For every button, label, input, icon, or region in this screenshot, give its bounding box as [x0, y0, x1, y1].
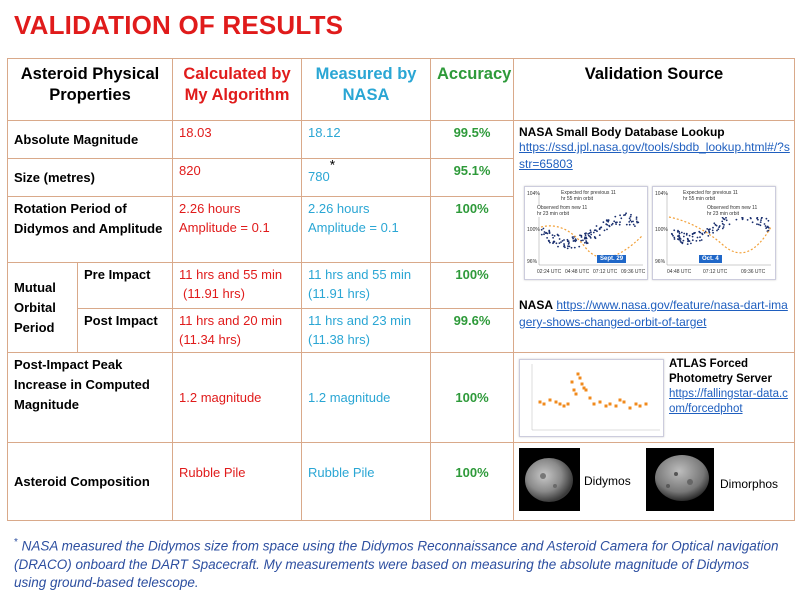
plot-dot: [683, 236, 685, 238]
plot-dot: [690, 243, 692, 245]
calc-value: 1.2 magnitude: [173, 353, 302, 443]
plot-dot: [701, 239, 703, 241]
plot-dot: [702, 234, 704, 236]
plot-dot: [571, 247, 573, 249]
plot-dot: [686, 234, 688, 236]
row-composition: [8, 443, 795, 521]
meas-value: 1.2 magnitude: [302, 353, 431, 443]
plot-dot: [680, 238, 682, 240]
header-row: [8, 59, 795, 121]
calc-line-1: 11 hrs and 55 min: [179, 267, 283, 282]
plot-dot: [584, 233, 586, 235]
plot-dot: [742, 218, 744, 220]
prop-label: Asteroid Composition: [8, 443, 173, 521]
plot-dot: [604, 230, 606, 232]
calc-line-1: 11 hrs and 20 min: [179, 313, 283, 328]
plot-dot: [572, 238, 574, 240]
photometry-point: [593, 403, 596, 406]
atlas-svg: [520, 360, 663, 436]
calc-value: [173, 197, 302, 263]
lightcurve-plot-2: [652, 186, 776, 280]
plot-dot: [615, 222, 617, 224]
plot1-ytick-top: 104%: [527, 191, 540, 197]
plot-dot: [605, 223, 607, 225]
plot1-ytick-mid: 100%: [527, 227, 540, 233]
plot-dot: [562, 240, 564, 242]
plot-dot: [726, 219, 728, 221]
photometry-point: [629, 407, 632, 410]
plot-dot: [761, 217, 763, 219]
plot-dot: [549, 232, 551, 234]
plot-dot: [554, 235, 556, 237]
plot-dot: [589, 232, 591, 234]
plot-dot: [694, 232, 696, 234]
plot-dot: [717, 228, 719, 230]
plot-dot: [725, 217, 727, 219]
plot-dot: [630, 219, 632, 221]
calc-line-2: Amplitude = 0.1: [179, 220, 270, 235]
plot-dot: [543, 228, 545, 230]
plot-dot: [679, 240, 681, 242]
plot-dot: [699, 236, 701, 238]
plot-dot: [590, 237, 592, 239]
plot-dot: [764, 223, 766, 225]
plot-dot: [707, 235, 709, 237]
calc-value: [173, 309, 302, 353]
plot-dot: [575, 238, 577, 240]
photometry-point: [635, 403, 638, 406]
plot-dot: [634, 225, 636, 227]
plot2-observed: Observed from new 11 hr 23 min orbit: [707, 205, 763, 217]
plot-dot: [606, 229, 608, 231]
prop-label: Size (metres): [8, 159, 173, 197]
footnote-text: NASA measured the Didymos size from space using the Didymos Reconnaissance and Asteroid Camera for Optical navigation (DRACO) onboard the DART Spacecraft. My measurements were based on measuring the absolute magnitude of Didymos using ground-based telescope.: [14, 538, 779, 590]
photometry-point: [543, 403, 546, 406]
plot-dot: [612, 223, 614, 225]
meas-line-2: Amplitude = 0.1: [308, 220, 399, 235]
photometry-point: [599, 401, 602, 404]
plot-dot: [552, 242, 554, 244]
plot-dot: [687, 241, 689, 243]
plot-dot: [595, 237, 597, 239]
photometry-point: [623, 401, 626, 404]
plot-dot: [590, 229, 592, 231]
plot-dot: [674, 238, 676, 240]
atlas-source: [669, 357, 793, 417]
photometry-point: [589, 397, 592, 400]
plot-dot: [629, 217, 631, 219]
photometry-point: [559, 403, 562, 406]
plot-dot: [614, 216, 616, 218]
calc-line-2: (11.34 hrs): [179, 332, 241, 347]
plot-dot: [760, 221, 762, 223]
plot-dot: [698, 231, 700, 233]
photometry-point: [579, 377, 582, 380]
photometry-point: [577, 373, 580, 376]
plot-dot: [543, 233, 545, 235]
plot-dot: [636, 216, 638, 218]
plot-dot: [768, 220, 770, 222]
plot-dot: [678, 236, 680, 238]
plot-dot: [546, 237, 548, 239]
plot-dot: [723, 218, 725, 220]
photometry-point: [567, 403, 570, 406]
plot-dot: [729, 223, 731, 225]
meas-value: Rubble Pile: [302, 443, 431, 521]
plot-dot: [579, 234, 581, 236]
plot-dot: [681, 243, 683, 245]
plot-dot: [588, 235, 590, 237]
plot1-ytick-bottom: 96%: [527, 259, 538, 265]
sbdb-title: NASA Small Body Database Lookup: [519, 125, 725, 139]
plot-dot: [713, 222, 715, 224]
plot-dot: [560, 241, 562, 243]
plot-dot: [768, 227, 770, 229]
plot-dot: [722, 223, 724, 225]
plot-dot: [608, 219, 610, 221]
photometry-point: [549, 399, 552, 402]
photometry-point: [605, 405, 608, 408]
plot-dot: [750, 217, 752, 219]
plot-dot: [671, 233, 673, 235]
plot-dot: [587, 242, 589, 244]
validation-table: [7, 58, 795, 521]
photometry-point: [571, 381, 574, 384]
plot2-date: Oct. 4: [699, 255, 722, 263]
calc-value: [173, 263, 302, 309]
plot-dot: [718, 226, 720, 228]
plot-dot: [760, 224, 762, 226]
dimorphos-label: Dimorphos: [720, 477, 779, 491]
sub-label-pre: Pre Impact: [78, 263, 173, 309]
plot-dot: [758, 224, 760, 226]
source-cell-images: [514, 443, 795, 521]
calc-value: Rubble Pile: [173, 443, 302, 521]
plot2-xtick-3: 09:36 UTC: [741, 269, 766, 275]
plot-dot: [578, 246, 580, 248]
plot-dot: [756, 223, 758, 225]
plot1-observed: Observed from new 11 hr 23 min orbit: [537, 205, 593, 217]
plot-dot: [760, 219, 762, 221]
plot-dot: [544, 231, 546, 233]
plot-dot: [736, 219, 738, 221]
plot1-legend: Expected for previous 11 hr 55 min orbit: [561, 190, 616, 202]
plot-dot: [716, 230, 718, 232]
photometry-point: [563, 405, 566, 408]
photometry-point: [555, 401, 558, 404]
atlas-title: ATLAS Forced Photometry Server: [669, 358, 772, 385]
plot-dot: [541, 234, 543, 236]
photometry-point: [619, 399, 622, 402]
plot-dot: [683, 233, 685, 235]
plot2-legend: Expected for previous 11 hr 55 min orbit: [683, 190, 738, 202]
prop-label: Rotation Period of Didymos and Amplitude: [8, 197, 173, 263]
sbdb-link[interactable]: https://ssd.jpl.nasa.gov/tools/sbdb_lookup.html#/?sstr=65803: [519, 140, 790, 171]
plot-dot: [632, 221, 634, 223]
plot-dot: [545, 232, 547, 234]
sub-label-post: Post Impact: [78, 309, 173, 353]
plot-dot: [623, 214, 625, 216]
meas-value: [302, 263, 431, 309]
plot-dot: [636, 222, 638, 224]
photometry-point: [573, 389, 576, 392]
dimorphos-image: [646, 448, 714, 511]
plot-dot: [712, 232, 714, 234]
plot-dot: [679, 233, 681, 235]
plot-dot: [619, 224, 621, 226]
plot-dot: [630, 216, 632, 218]
plot-dot: [692, 236, 694, 238]
calc-value: 18.03: [173, 121, 302, 159]
footnote-marker: *: [329, 156, 336, 173]
accuracy-value: 95.1%: [431, 159, 514, 197]
plot-dot: [567, 248, 569, 250]
plot1-xtick-3: 07:12 UTC: [593, 269, 618, 275]
plot-dot: [559, 242, 561, 244]
plot-dot: [681, 232, 683, 234]
plot-dot: [765, 227, 767, 229]
didymos-image: [519, 448, 580, 511]
plot-dot: [629, 224, 631, 226]
plot-dot: [552, 237, 554, 239]
plot-dot: [752, 221, 754, 223]
meas-value: 18.12: [302, 121, 431, 159]
plot-dot: [699, 240, 701, 242]
header-measured: Measured by NASA: [302, 59, 431, 121]
nasa-prefix: NASA: [519, 298, 554, 312]
meas-number: 780: [308, 169, 330, 184]
plot-dot: [673, 229, 675, 231]
plot-dot: [721, 221, 723, 223]
plot-dot: [747, 219, 749, 221]
plot-dot: [692, 239, 694, 241]
plot-dot: [549, 242, 551, 244]
meas-line-1: 11 hrs and 55 min: [308, 267, 412, 282]
photometry-point: [645, 403, 648, 406]
accuracy-value: 100%: [431, 263, 514, 309]
plot-dot: [567, 245, 569, 247]
accuracy-value: 100%: [431, 443, 514, 521]
plot-dot: [581, 236, 583, 238]
header-property: Asteroid Physical Properties: [8, 59, 173, 121]
plot-dot: [697, 237, 699, 239]
plot-dot: [696, 240, 698, 242]
footnote-star: *: [14, 537, 18, 548]
plot-dot: [619, 221, 621, 223]
plot-dot: [574, 247, 576, 249]
page-title: VALIDATION OF RESULTS: [14, 10, 344, 40]
plot-dot: [615, 223, 617, 225]
dimorphos-svg: [646, 448, 714, 511]
plot-dot: [766, 218, 768, 220]
plot-dot: [606, 220, 608, 222]
atlas-link[interactable]: https://fallingstar-data.com/forcedphot: [669, 388, 788, 415]
row-absolute-magnitude: [8, 121, 795, 159]
plot-dot: [619, 214, 621, 216]
meas-line-1: 2.26 hours: [308, 201, 370, 216]
plot-dot: [594, 229, 596, 231]
plot-dot: [559, 238, 561, 240]
photometry-point: [539, 401, 542, 404]
plot-dot: [636, 218, 638, 220]
meas-line-2: (11.38 hrs): [308, 332, 370, 347]
source-cell-atlas: [514, 353, 795, 443]
plot-dot: [596, 225, 598, 227]
calc-line-1: 2.26 hours: [179, 201, 241, 216]
accuracy-value: 100%: [431, 353, 514, 443]
plot-dot: [715, 224, 717, 226]
plot-dot: [568, 240, 570, 242]
accuracy-value: 99.6%: [431, 309, 514, 353]
header-accuracy: Accuracy: [431, 59, 514, 121]
nasa-source: [519, 297, 791, 331]
calc-line-2: (11.91 hrs): [183, 286, 245, 301]
plot-dot: [630, 214, 632, 216]
meas-value: [302, 156, 431, 197]
plot-dot: [548, 240, 550, 242]
plot-dot: [584, 236, 586, 238]
photometry-point: [581, 383, 584, 386]
plot-dot: [556, 242, 558, 244]
plot2-ytick-bottom: 96%: [655, 259, 666, 265]
plot-dot: [628, 221, 630, 223]
photometry-point: [585, 389, 588, 392]
plot-dot: [590, 234, 592, 236]
meas-value: [302, 197, 431, 263]
meas-line-2: (11.91 hrs): [308, 286, 370, 301]
plot-dot: [593, 232, 595, 234]
header-calculated: Calculated by My Algorithm: [173, 59, 302, 121]
plot-dot: [625, 212, 627, 214]
plot-dot: [689, 235, 691, 237]
plot1-xtick-2: 04:48 UTC: [565, 269, 590, 275]
plot2-ytick-top: 104%: [655, 191, 668, 197]
plot-dot: [603, 221, 605, 223]
plot-dot: [557, 246, 559, 248]
plot-dot: [709, 232, 711, 234]
plot-dot: [626, 224, 628, 226]
plot-dot: [586, 238, 588, 240]
didymos-label: Didymos: [584, 474, 631, 488]
plot-dot: [574, 240, 576, 242]
plot-dot: [765, 225, 767, 227]
plot-dot: [706, 228, 708, 230]
plot-dot: [712, 227, 714, 229]
plot-dot: [557, 234, 559, 236]
plot-dot: [599, 234, 601, 236]
plot-dot: [552, 234, 554, 236]
footnote: [14, 534, 784, 592]
plot-dot: [722, 228, 724, 230]
plot-dot: [677, 238, 679, 240]
plot-dot: [708, 230, 710, 232]
meas-line-1: 11 hrs and 23 min: [308, 313, 412, 328]
lightcurve-plot-1: [524, 186, 648, 280]
plot1-xtick-1: 02:24 UTC: [537, 269, 562, 275]
plot-dot: [712, 230, 714, 232]
plot-dot: [541, 229, 543, 231]
photometry-point: [575, 393, 578, 396]
header-source: Validation Source: [514, 59, 795, 121]
plot-dot: [584, 242, 586, 244]
plot2-xtick-1: 04:48 UTC: [667, 269, 692, 275]
plot-dot: [677, 230, 679, 232]
didymos-svg: [519, 448, 580, 511]
accuracy-value: 100%: [431, 197, 514, 263]
calc-value: 820: [173, 159, 302, 197]
plot-dot: [563, 239, 565, 241]
plot-dot: [568, 243, 570, 245]
plot-dot: [633, 224, 635, 226]
plot-dot: [600, 227, 602, 229]
photometry-point: [609, 403, 612, 406]
photometry-point: [615, 405, 618, 408]
plot1-xtick-4: 09:36 UTC: [621, 269, 646, 275]
meas-value: [302, 309, 431, 353]
plot-dot: [687, 243, 689, 245]
prop-label: Absolute Magnitude: [8, 121, 173, 159]
prop-label-orbital: Mutual Orbital Period: [8, 263, 78, 353]
plot2-ytick-mid: 100%: [655, 227, 668, 233]
plot-dot: [599, 228, 601, 230]
plot-dot: [613, 220, 615, 222]
plot-dot: [683, 240, 685, 242]
plot-dot: [563, 243, 565, 245]
row-peak-increase: [8, 353, 795, 443]
plot-dot: [609, 226, 611, 228]
plot-dot: [620, 217, 622, 219]
photometry-point: [639, 405, 642, 408]
plot-dot: [585, 240, 587, 242]
plot-dot: [582, 239, 584, 241]
plot-dot: [585, 234, 587, 236]
plot1-date: Sept. 29: [597, 255, 626, 263]
source-cell-nasa: [514, 121, 795, 353]
plot-dot: [553, 241, 555, 243]
atlas-photometry-plot: [519, 359, 664, 437]
plot2-xtick-2: 07:12 UTC: [703, 269, 728, 275]
nasa-link[interactable]: https://www.nasa.gov/feature/nasa-dart-imagery-shows-changed-orbit-of-target: [519, 298, 788, 329]
prop-label: Post-Impact Peak Increase in Computed Magnitude: [8, 353, 173, 443]
accuracy-value: 99.5%: [431, 121, 514, 159]
